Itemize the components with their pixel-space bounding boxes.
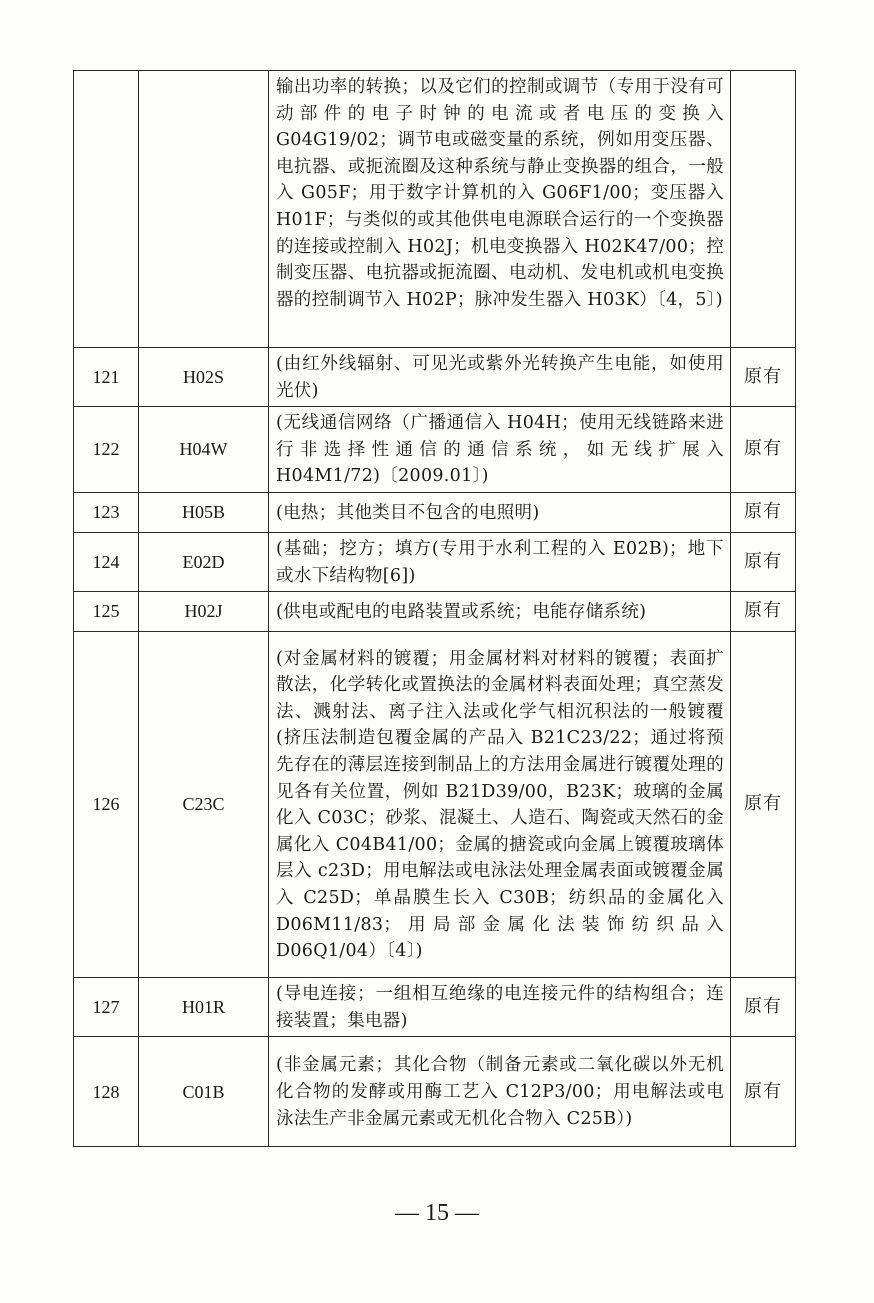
description-cell: (电热；其他类目不包含的电照明) <box>269 492 731 532</box>
table-row <box>74 407 796 493</box>
classification-code-cell: H05B <box>139 492 269 532</box>
classification-code-cell: C01B <box>139 1037 269 1147</box>
row-number-cell: 121 <box>74 348 139 407</box>
table-body <box>74 71 796 1147</box>
description-cell: (无线通信网络（广播通信入 H04H；使用无线链路来进行非选择性通信的通信系统，如无线扩展入 H04M1/72)〔2009.01〕) <box>269 407 731 493</box>
status-cell: 原有 <box>731 632 796 978</box>
table-row <box>74 592 796 632</box>
status-cell: 原有 <box>731 592 796 632</box>
description-cell: (对金属材料的镀覆；用金属材料对材料的镀覆；表面扩散法，化学转化或置换法的金属材料表面处理；真空蒸发法、溅射法、离子注入法或化学气相沉积法的一般镀覆(挤压法制造包覆金属的产品入 B21C23/22；通过将预先存在的薄层连接到制品上的方法用金属进行镀覆处理的见各有关位置，例如 B21D39/00，B23K；玻璃的金属化入 C03C；砂浆、混凝土、人造石、陶瓷或天然石的金属化入 C04B41/00；金属的搪瓷或向金属上镀覆玻璃体层入 c23D；用电解法或电泳法处理金属表面或镀覆金属入 C25D；单晶膜生长入 C30B；纺织品的金属化入 D06M11/83；用局部金属化法装饰纺织品入 D06Q1/04）〔4〕) <box>269 632 731 978</box>
status-cell: 原有 <box>731 532 796 591</box>
status-cell: 原有 <box>731 978 796 1037</box>
description-cell: 输出功率的转换；以及它们的控制或调节（专用于没有可动部件的电子时钟的电流或者电压的变换入 G04G19/02；调节电或磁变量的系统，例如用变压器、电抗器、或扼流圈及这种系统与静止变换器的组合，一般入 G05F；用于数字计算机的入 G06F1/00；变压器入 H01F；与类似的或其他供电电源联合运行的一个变换器的连接或控制入 H02J；机电变换器入 H02K47/00；控制变压器、电抗器或扼流圈、电动机、发电机或机电变换器的控制调节入 H02P；脉冲发生器入 H03K）〔4，5〕) <box>269 71 731 348</box>
classification-code-cell: E02D <box>139 532 269 591</box>
description-cell: (非金属元素；其化合物（制备元素或二氧化碳以外无机化合物的发酵或用酶工艺入 C12P3/00；用电解法或电泳法生产非金属元素或无机化合物入 C25B）) <box>269 1037 731 1147</box>
description-cell: (由红外线辐射、可见光或紫外光转换产生电能，如使用光伏) <box>269 348 731 407</box>
table-row <box>74 492 796 532</box>
table-row <box>74 348 796 407</box>
classification-table <box>73 70 796 1147</box>
classification-code-cell: H02J <box>139 592 269 632</box>
row-number-cell: 128 <box>74 1037 139 1147</box>
row-number-cell: 126 <box>74 632 139 978</box>
classification-code-cell: C23C <box>139 632 269 978</box>
row-number-cell: 125 <box>74 592 139 632</box>
table-row <box>74 978 796 1037</box>
classification-code-cell: H01R <box>139 978 269 1037</box>
status-cell: 原有 <box>731 1037 796 1147</box>
row-number-cell <box>74 71 139 348</box>
status-cell <box>731 71 796 348</box>
row-number-cell: 122 <box>74 407 139 493</box>
classification-code-cell: H04W <box>139 407 269 493</box>
classification-code-cell: H02S <box>139 348 269 407</box>
description-cell: (导电连接；一组相互绝缘的电连接元件的结构组合；连接装置；集电器) <box>269 978 731 1037</box>
table-row <box>74 532 796 591</box>
status-cell: 原有 <box>731 407 796 493</box>
table-row <box>74 71 796 348</box>
table-row <box>74 1037 796 1147</box>
table-row <box>74 632 796 978</box>
status-cell: 原有 <box>731 348 796 407</box>
description-cell: (供电或配电的电路装置或系统；电能存储系统) <box>269 592 731 632</box>
row-number-cell: 124 <box>74 532 139 591</box>
row-number-cell: 127 <box>74 978 139 1037</box>
page-number: — 15 — <box>395 1200 479 1226</box>
description-cell: (基础；挖方；填方(专用于水利工程的入 E02B)；地下或水下结构物[6]) <box>269 532 731 591</box>
status-cell: 原有 <box>731 492 796 532</box>
classification-code-cell <box>139 71 269 348</box>
row-number-cell: 123 <box>74 492 139 532</box>
